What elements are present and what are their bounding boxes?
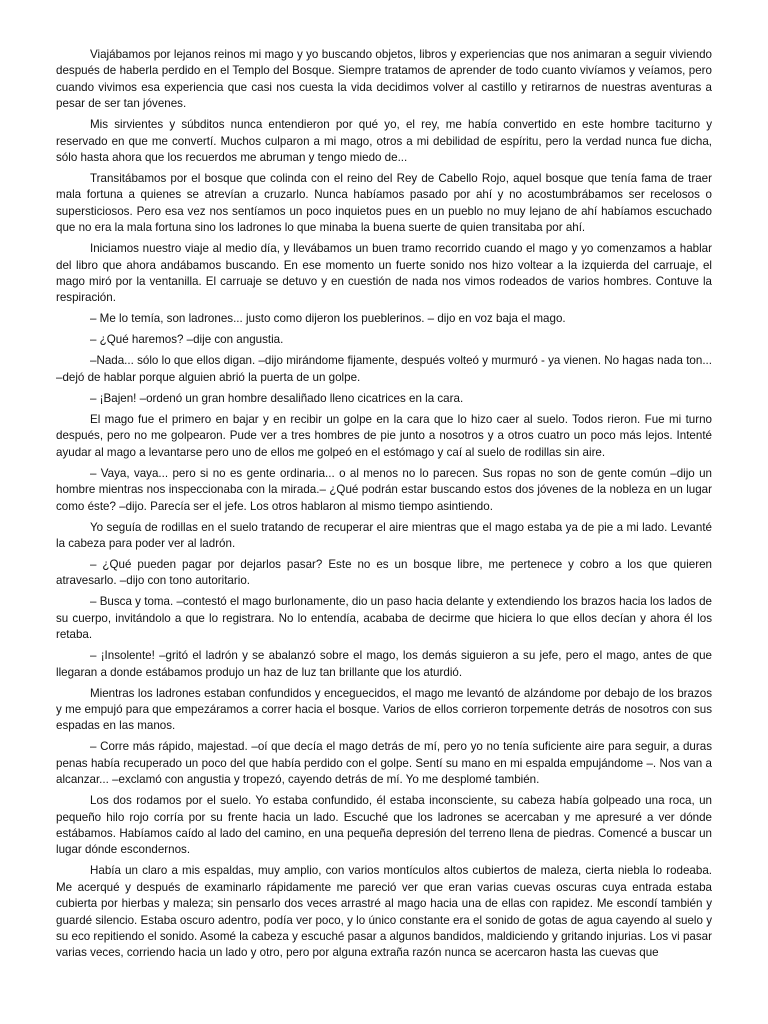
- paragraph: Viajábamos por lejanos reinos mi mago y yo buscando objetos, libros y experiencias que nos animaran a seguir viviendo después de haberla perdido en el Templo del Bosque. Siempre tratamos de aprender de todo cuanto vivíamos y veíamos, pero cuando vivimos esa experiencia que casi nos cuesta la vida decidimos volver al castillo y retirarnos de nuestras aventuras a pesar de ser tan jóvenes.: [56, 48, 712, 111]
- paragraph: Había un claro a mis espaldas, muy amplio, con varios montículos altos cubiertos de maleza, cierta niebla lo rodeaba. Me acerqué y después de examinarlo rápidamente me pareció ver que eran varias cuevas oscuras cuya entrada estaba cubierta por hierbas y maleza; sin pensarlo dos veces arrastré al mago hacia una de ellas con rapidez. Me escondí también y guardé silencio. Estaba oscuro adentro, podía ver poco, y lo único constante era el sonido de gotas de agua cayendo al suelo y su eco repitiendo el sonido. Asomé la cabeza y escuché pasar a algunos bandidos, maldiciendo y gritando injurias. Los vi pasar varias veces, corriendo hacia un lado y otro, pero por alguna extraña razón nunca se acercaron hasta las cuevas que: [56, 864, 712, 960]
- paragraph: –Nada... sólo lo que ellos digan. –dijo mirándome fijamente, después volteó y murmuró - ya vienen. No hagas nada ton... –dejó de hablar porque alguien abrió la puerta de un golpe.: [56, 354, 712, 384]
- paragraph: – ¡Insolente! –gritó el ladrón y se abalanzó sobre el mago, los demás siguieron a su jefe, pero el mago, antes de que llegaran a donde estábamos produjo un haz de luz tan brillante que los aturdió.: [56, 649, 712, 679]
- paragraph: Los dos rodamos por el suelo. Yo estaba confundido, él estaba inconsciente, su cabeza había golpeado una roca, un pequeño hilo rojo corría por su frente hacia un lado. Escuché que los ladrones se acercaban y me apresuré a ver dónde estábamos. Habíamos caído al lado del camino, en una pequeña depresión del terreno llena de piedras. Comencé a buscar un lugar dónde escondernos.: [56, 794, 712, 857]
- paragraph: – ¿Qué pueden pagar por dejarlos pasar? Este no es un bosque libre, me pertenece y cobro a los que quieren atravesarlo. –dijo con tono autoritario.: [56, 557, 712, 588]
- paragraph: Iniciamos nuestro viaje al medio día, y llevábamos un buen tramo recorrido cuando el mago y yo comenzamos a hablar del libro que ahora andábamos buscando. En ese momento un fuerte sonido nos hizo voltear a la izquierda del carruaje, el mago miró por la ventanilla. El carruaje se detuvo y en cuestión de nada nos vimos rodeados de varios hombres. Contuve la respiración.: [56, 242, 712, 305]
- paragraph: Mis sirvientes y súbditos nunca entendieron por qué yo, el rey, me había convertido en este hombre taciturno y reservado en que me convertí. Muchos culparon a mi mago, otros a mi debilidad de espíritu, pero la verdad nunca fue dicha, sólo hasta ahora que los recuerdos me abruman y tengo miedo de...: [56, 118, 712, 165]
- paragraph: – Vaya, vaya... pero si no es gente ordinaria... o al menos no lo parecen. Sus ropas no son de gente común –dijo un hombre mientras nos inspeccionaba con la mirada.– ¿Qué podrán estar buscando estos dos jóvenes de la nobleza en un lugar como éste? –dijo. Parecía ser el jefe. Los otros hablaron al mismo tiempo asintiendo.: [56, 466, 712, 513]
- paragraph: El mago fue el primero en bajar y en recibir un golpe en la cara que lo hizo caer al suelo. Todos rieron. Fue mi turno después, pero no me golpearon. Pude ver a tres hombres de pie junto a nosotros y a otros cuatro un poco más lejos. Intenté ayudar al mago a levantarse pero uno de ellos me golpeó en el estómago y caí al suelo de rodillas sin aire.: [56, 412, 712, 459]
- paragraph: – Corre más rápido, majestad. –oí que decía el mago detrás de mí, pero yo no tenía suficiente aire para seguir, a duras penas había recuperado un poco del que había perdido con el golpe. Sentí su mano en mi espalda empujándome –. Nos van a alcanzar... –exclamó con angustia y tropezó, cayendo detrás de mí. Yo me desplomé también.: [56, 740, 712, 787]
- paragraph: Yo seguía de rodillas en el suelo tratando de recuperar el aire mientras que el mago estaba ya de pie a mi lado. Levanté la cabeza para poder ver al ladrón.: [56, 520, 712, 550]
- paragraph: – Me lo temía, son ladrones... justo como dijeron los pueblerinos. – dijo en voz baja el mago.: [90, 312, 566, 326]
- paragraph: Transitábamos por el bosque que colinda con el reino del Rey de Cabello Rojo, aquel bosque que tenía fama de traer mala fortuna a quienes se atrevían a cruzarlo. Nunca habíamos pasado por ahí y no acostumbrábamos ser recelosos o supersticiosos. Pero esa vez nos sentíamos un poco inquietos pues en un pueblo no muy lejano de ahí habíamos escuchado que no era la mala fortuna sino los ladrones lo que minaba la buena suerte de quien transitaba por ahí.: [56, 172, 712, 235]
- paragraph: – Busca y toma. –contestó el mago burlonamente, dio un paso hacia delante y extendiendo los brazos hacia los lados de su cuerpo, invitándolo a que lo registrara. No lo entendía, acababa de decirme que hiciera lo que ellos decían y ahora él los retaba.: [56, 595, 712, 642]
- paragraph: Mientras los ladrones estaban confundidos y enceguecidos, el mago me levantó de alzándome por debajo de los brazos y me empujó para que empezáramos a correr hacia el bosque. Varios de ellos corrieron torpemente detrás de nosotros con sus espadas en las manos.: [56, 686, 712, 733]
- paragraph: – ¡Bajen! –ordenó un gran hombre desaliñado lleno cicatrices en la cara.: [90, 391, 464, 405]
- paragraph: – ¿Qué haremos? –dije con angustia.: [90, 333, 284, 347]
